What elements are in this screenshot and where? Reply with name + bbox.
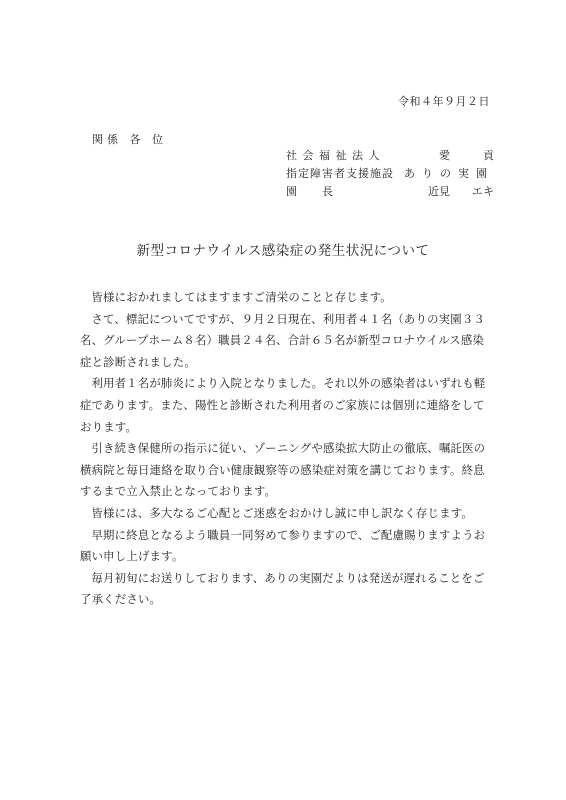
sender-row-director <box>286 183 494 201</box>
sender-org: 園 長 <box>286 185 334 198</box>
sender-block <box>286 147 494 201</box>
body-paragraph: 皆様におかれましてはますますご清栄のことと存じます。 <box>91 290 392 304</box>
sender-name: 近見 エキ <box>428 185 494 198</box>
body-paragraph: 毎月初旬にお送りしております、ありの実園だよりは発送が遅れることをご了承ください。 <box>80 570 485 607</box>
sender-row-corporation <box>286 147 494 165</box>
sender-org: 指定障害者支援施設 <box>286 167 394 180</box>
letter-title: 新型コロナウイルス感染症の発生状況について <box>136 243 430 259</box>
letter-body <box>80 287 494 611</box>
body-paragraph: さて、標記についてですが、９月２日現在、利用者４１名（ありの実園３３名、グループホーム８名）職員２４名、合計６５名が新型コロナウイルス感染症と診断されました。 <box>80 311 486 369</box>
body-paragraph: 利用者１名が肺炎により入院となりました。それ以外の感染者はいずれも軽症であります。また、陽性と診断された利用者のご家族には個別に連絡をしております。 <box>80 376 486 434</box>
body-paragraph: 早期に終息となるよう職員一同努めて参りますので、ご配慮賜りますようお願い申し上げます。 <box>80 527 486 564</box>
body-paragraph: 皆様には、多大なるご心配とご迷惑をおかけし誠に申し訳なく存じます。 <box>91 505 473 520</box>
recipient: 関係 各 位 <box>92 133 167 146</box>
sender-name: 愛 貢 <box>439 149 494 162</box>
body-paragraph: 引き続き保健所の指示に従い、ゾーニングや感染拡大防止の徹底、嘱託医の横病院と毎日連絡を取り合い健康観察等の感染症対策を講じております。終息するまで立入禁止となっております。 <box>80 441 486 499</box>
sender-org: 社 会 福 祉 法 人 <box>286 149 381 162</box>
sender-name: ありの実園 <box>404 167 494 180</box>
sender-row-facility <box>286 165 494 183</box>
letter-date: 令和４年９月２日 <box>398 95 490 108</box>
